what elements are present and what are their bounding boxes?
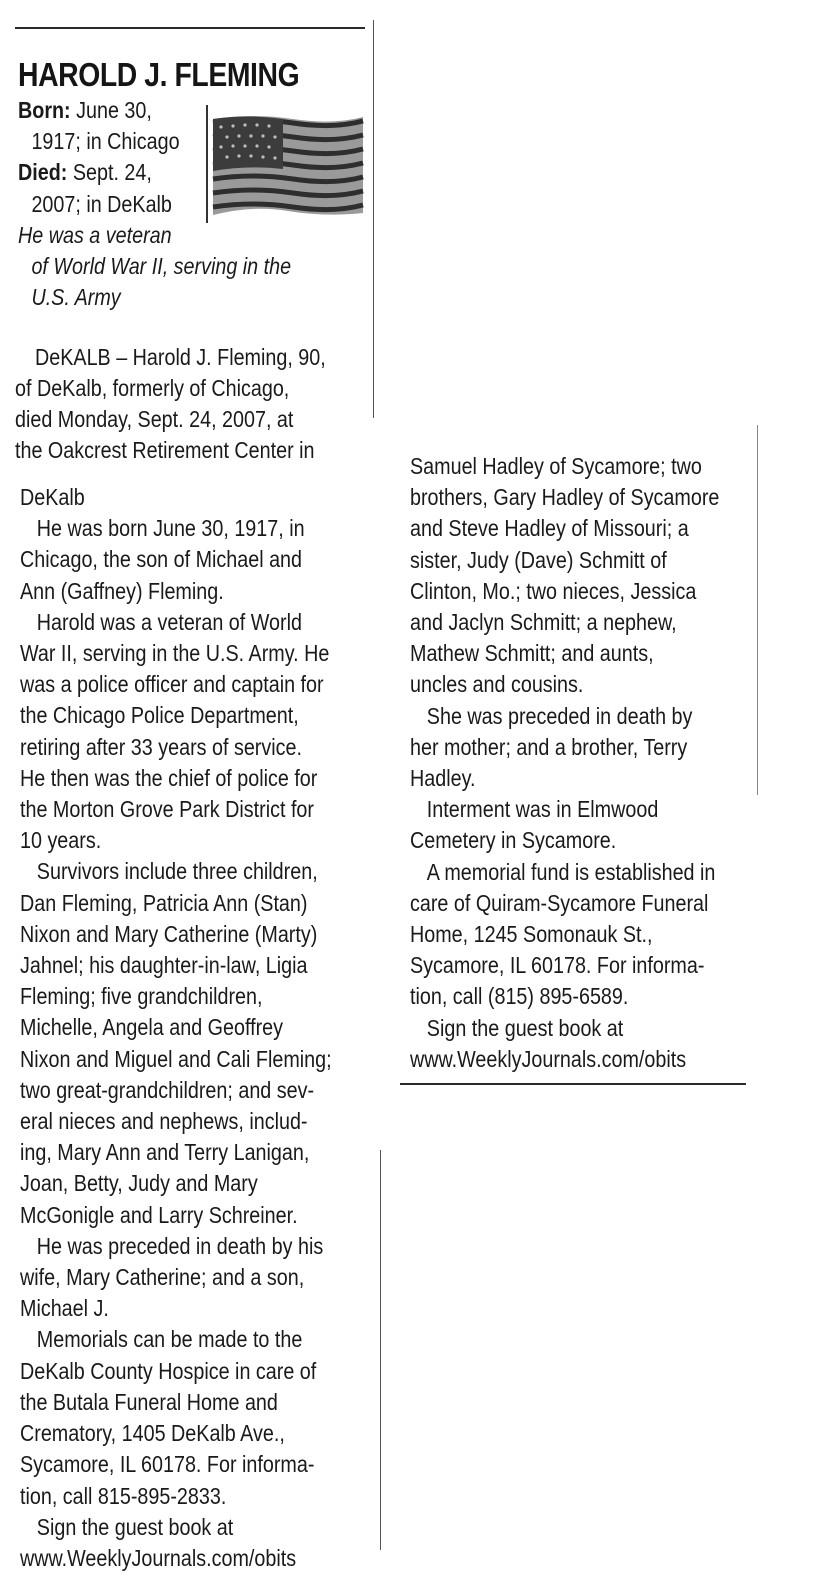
obituary-body-continued: [20, 482, 332, 1574]
body-line: Dan Fleming, Patricia Ann (Stan): [20, 889, 308, 916]
body-line: uncles and cousins.: [410, 671, 584, 698]
body-line: DeKALB – Harold J. Fleming, 90,: [35, 344, 326, 370]
guest-book-url: www.WeeklyJournals.com/obits: [410, 1045, 687, 1072]
body-line: War II, serving in the U.S. Army. He: [20, 640, 330, 667]
body-line: Jahnel; his daughter-in-law, Ligia: [20, 952, 308, 979]
body-line: Cemetery in Sycamore.: [410, 827, 617, 854]
body-line: McGonigle and Larry Schreiner.: [20, 1201, 298, 1228]
body-line: Sign the guest book at: [36, 1513, 234, 1540]
body-line: of DeKalb, formerly of Chicago,: [15, 375, 290, 401]
body-line: He was born June 30, 1917, in: [36, 515, 305, 542]
obituary-2-body: [410, 451, 719, 1075]
body-line: the Morton Grove Park District for: [20, 796, 314, 823]
died-label: Died:: [18, 159, 68, 186]
body-line: Home, 1245 Somonauk St.,: [410, 921, 653, 948]
body-line: two great-grandchildren; and sev-: [20, 1076, 315, 1103]
body-line: Nixon and Mary Catherine (Marty): [20, 920, 318, 947]
body-line: retiring after 33 years of service.: [20, 733, 302, 760]
died-place: 2007; in DeKalb: [31, 190, 172, 217]
body-line: Sycamore, IL 60178. For informa-: [410, 952, 705, 979]
column-divider-bottom: [380, 1150, 381, 1550]
body-line: the Oakcrest Retirement Center in: [15, 437, 315, 464]
body-line: care of Quiram-Sycamore Funeral: [410, 889, 709, 916]
obituary-name: HAROLD J. FLEMING: [18, 56, 300, 93]
body-line: her mother; and a brother, Terry: [410, 733, 688, 760]
body-line: DeKalb County Hospice in care of: [20, 1357, 317, 1384]
body-line: Clinton, Mo.; two nieces, Jessica: [410, 577, 697, 604]
summary-line: U.S. Army: [31, 284, 121, 311]
right-margin-line: [757, 425, 758, 795]
body-line: Sign the guest book at: [426, 1014, 624, 1041]
summary-line: of World War II, serving in the: [31, 253, 292, 280]
body-line: eral nieces and nephews, includ-: [20, 1108, 308, 1135]
body-line: brothers, Gary Hadley of Sycamore: [410, 484, 720, 511]
born-label: Born:: [18, 97, 71, 123]
body-line: wife, Mary Catherine; and a son,: [20, 1264, 305, 1291]
guest-book-url: www.WeeklyJournals.com/obits: [20, 1544, 297, 1571]
body-line: the Chicago Police Department,: [20, 702, 299, 729]
body-line: tion, call 815-895-2833.: [20, 1482, 227, 1509]
body-line: Survivors include three children,: [36, 858, 318, 885]
body-line: Interment was in Elmwood: [426, 796, 659, 823]
body-line: Joan, Betty, Judy and Mary: [20, 1170, 258, 1197]
body-line: Nixon and Miguel and Cali Fleming;: [20, 1045, 332, 1072]
body-line: Crematory, 1405 DeKalb Ave.,: [20, 1420, 285, 1447]
body-line: Chicago, the son of Michael and: [20, 546, 303, 573]
body-line: He then was the chief of police for: [20, 764, 318, 791]
body-line: She was preceded in death by: [426, 702, 693, 729]
body-line: the Butala Funeral Home and: [20, 1388, 278, 1415]
body-line: was a police officer and captain for: [20, 671, 324, 698]
body-line: He was preceded in death by his: [36, 1232, 324, 1259]
body-line: sister, Judy (Dave) Schmitt of: [410, 546, 667, 573]
body-line: Sycamore, IL 60178. For informa-: [20, 1451, 315, 1478]
body-line: tion, call (815) 895-6589.: [410, 983, 629, 1010]
body-line: Michael J.: [20, 1295, 109, 1322]
summary-line: He was a veteran: [18, 221, 172, 248]
american-flag-image: [205, 103, 365, 228]
body-line: Ann (Gaffney) Fleming.: [20, 577, 224, 604]
body-line: died Monday, Sept. 24, 2007, at: [15, 406, 294, 433]
body-line: A memorial fund is established in: [426, 858, 716, 885]
top-rule: [15, 27, 365, 29]
body-line: ing, Mary Ann and Terry Lanigan,: [20, 1139, 310, 1166]
column-divider-top: [373, 20, 374, 418]
bottom-rule-right: [400, 1083, 746, 1085]
body-line: Memorials can be made to the: [36, 1326, 303, 1353]
born-place: 1917; in Chicago: [31, 128, 180, 155]
obituary-body-intro-cont: [15, 373, 315, 467]
body-line: DeKalb: [20, 484, 85, 510]
obituary-body-intro: [35, 342, 326, 373]
body-line: Samuel Hadley of Sycamore; two: [410, 453, 702, 479]
body-line: 10 years.: [20, 827, 102, 854]
born-date: June 30,: [76, 97, 152, 123]
body-line: and Jaclyn Schmitt; a nephew,: [410, 609, 677, 636]
body-line: Hadley.: [410, 765, 476, 792]
body-line: Harold was a veteran of World: [36, 608, 302, 635]
body-line: Fleming; five grandchildren,: [20, 983, 263, 1010]
body-line: and Steve Hadley of Missouri; a: [410, 515, 689, 542]
body-line: Michelle, Angela and Geoffrey: [20, 1014, 284, 1041]
died-date: Sept. 24,: [72, 159, 152, 186]
body-line: Mathew Schmitt; and aunts,: [410, 640, 654, 667]
